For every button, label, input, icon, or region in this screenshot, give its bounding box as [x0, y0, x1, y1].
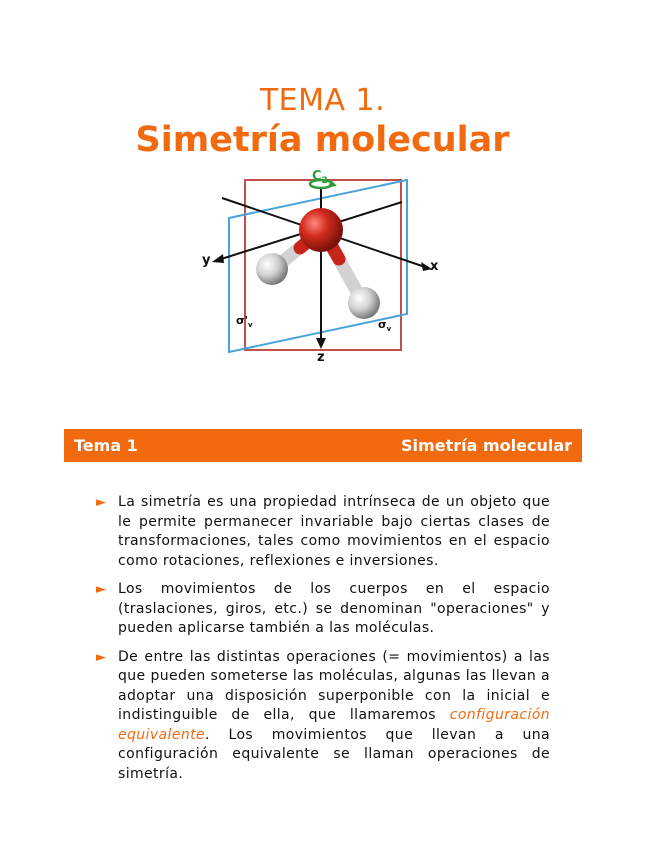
- bullet-arrow-icon: ►: [96, 582, 107, 597]
- axis-label-y: y: [202, 253, 211, 268]
- hydrogen-atom-left: [256, 253, 288, 285]
- hydrogen-atom-right: [348, 287, 380, 319]
- band-right-label: Simetría molecular: [401, 436, 572, 455]
- axis-label-z: z: [317, 350, 325, 365]
- highlight-term: configuración equivalente: [118, 707, 550, 743]
- c2-label: $C_2$: [312, 169, 328, 186]
- bullet-text: La simetría es una propiedad intrínseca de un objeto que le permite permanecer invariable bajo ciertas clases de transformaciones, tales como movimientos en el espacio como rotaciones, reflexiones e inversiones.: [118, 494, 550, 569]
- title-block: [0, 84, 645, 162]
- bullet-text: Los movimientos de los cuerpos en el espacio (traslaciones, giros, etc.) se denominan "operaciones" y pueden aplicarse también a las moléculas.: [118, 581, 550, 636]
- water-molecule-figure: [192, 166, 454, 366]
- bullet-text-after: . Los movimientos que llevan a una configuración equivalente se llaman operaciones de simetría.: [118, 726, 550, 782]
- bullet-item: [96, 580, 550, 639]
- axis-label-x: x: [430, 259, 439, 274]
- band-left-label: Tema 1: [74, 436, 138, 455]
- bullet-arrow-icon: ►: [96, 649, 107, 665]
- section-header-band: [64, 429, 582, 462]
- sigma-v-label: $\sigma_v$: [378, 318, 392, 333]
- water-molecule-diagram: [192, 166, 454, 366]
- bullet-item: [96, 493, 550, 571]
- bullet-arrow-icon: ►: [96, 495, 107, 510]
- bullet-list: [96, 493, 550, 793]
- oxygen-atom: [299, 208, 343, 252]
- title-line-2: Simetría molecular: [135, 120, 510, 160]
- sigma-v-prime-label: $\sigma'_v$: [236, 314, 253, 329]
- title-line-1: TEMA 1.: [259, 83, 386, 118]
- bullet-text-before: De entre las distintas operaciones (= movimientos) a las que pueden someterse las moléculas, algunas las llevan a adoptar una disposición superponible con la inicial e indistinguible de ella, que llamaremos: [118, 648, 550, 723]
- bullet-item: [96, 648, 550, 785]
